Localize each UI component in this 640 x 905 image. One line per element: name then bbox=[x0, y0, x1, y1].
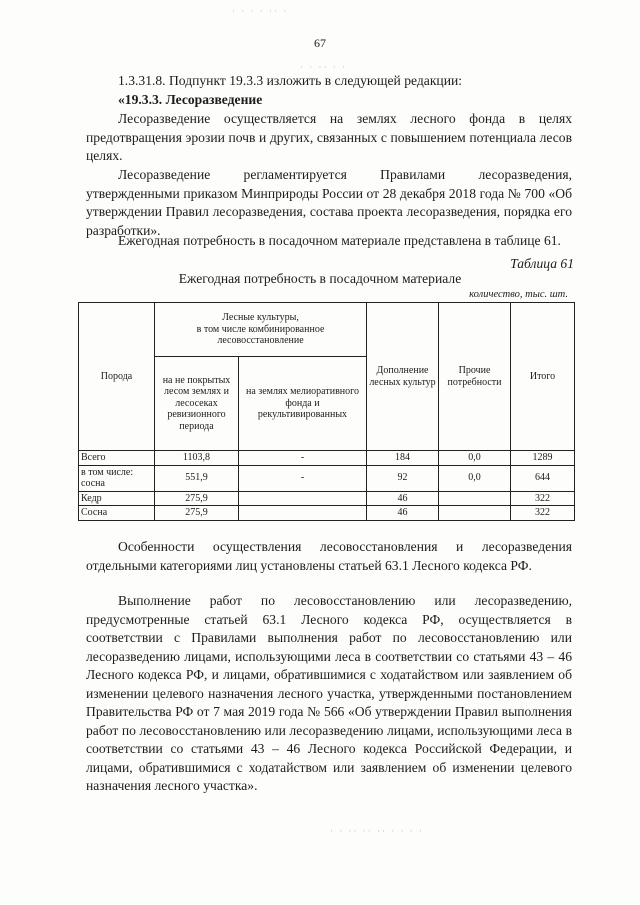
scan-artifact-bottom: · · ·· ·· ·· · · · · bbox=[330, 826, 424, 836]
header-reclaimed: на землях мелиоративного фонда и рекультивированных bbox=[239, 357, 367, 451]
row-name: Кедр bbox=[79, 491, 155, 506]
cell-reclaimed: - bbox=[239, 451, 367, 466]
scan-artifact-mid: · · ·· · · bbox=[300, 62, 347, 72]
header-other-needs: Прочие потребности bbox=[439, 303, 511, 451]
cell-not-covered: 1103,8 bbox=[155, 451, 239, 466]
paragraph-regulation: Лесоразведение регламентируется Правилами лесоразведения, утвержденными приказом Минприроды России от 28 декабря 2018 года № 700 «Об утверждении Правил лесоразведения, состава проекта лесоразведения, порядка его разработки». bbox=[86, 167, 572, 238]
table-title: Ежегодная потребность в посадочном материале bbox=[178, 271, 462, 286]
header-total: Итого bbox=[511, 303, 575, 451]
cell-reclaimed bbox=[239, 491, 367, 506]
paragraph-purpose: Лесоразведение осуществляется на землях лесного фонда в целях предотвращения эрозии почв и других, связанных с повышением потенциала лесов целях. bbox=[86, 111, 572, 163]
paragraph-table-ref: Ежегодная потребность в посадочном материале представлена в таблице 61. bbox=[118, 233, 561, 248]
table-row bbox=[79, 451, 575, 466]
cell-other: 0,0 bbox=[439, 451, 511, 466]
header-not-covered: на не покрытых лесом землях и лесосеках ревизионного периода bbox=[155, 357, 239, 451]
cell-supplement: 184 bbox=[367, 451, 439, 466]
paragraph-works: Выполнение работ по лесовосстановлению или лесоразведению, предусмотренные статьей 63.1 Лесного кодекса РФ, осуществляется в соответствии с Правилами выполнения работ по лесовосстановлению или лесоразведению лицами, использующими леса в соответствии со статьями 43 – 46 Лесного кодекса РФ, и лицами, обратившимися с ходатайством или заявлением об изменении целевого назначения лесного участка, утвержденными постановлением Правительства РФ от 7 мая 2019 года № 566 «Об утверждении Правил выполнения работ по лесовосстановлению или лесоразведению лицами, использующими леса в соответствии со статьями 43 – 46 Лесного кодекса Российской Федерации, и лицами, обратившимися с ходатайством или заявлением об изменении целевого назначения лесного участка». bbox=[86, 593, 572, 793]
cell-other bbox=[439, 491, 511, 506]
table-label: Таблица 61 bbox=[510, 256, 574, 271]
section-title: «19.3.3. Лесоразведение bbox=[118, 92, 263, 107]
paragraph-categories: Особенности осуществления лесовосстановления и лесоразведения отдельными категориями лиц установлены статьей 63.1 Лесного кодекса РФ. bbox=[86, 539, 572, 573]
cell-total: 1289 bbox=[511, 451, 575, 466]
cell-total: 644 bbox=[511, 465, 575, 491]
header-forest-cultures: Лесные культуры, в том числе комбинированное лесовосстановление bbox=[155, 303, 367, 357]
cell-other: 0,0 bbox=[439, 465, 511, 491]
amendment-line: 1.3.31.8. Подпункт 19.3.3 изложить в следующей редакции: bbox=[118, 73, 463, 88]
cell-not-covered: 551,9 bbox=[155, 465, 239, 491]
cell-total: 322 bbox=[511, 506, 575, 521]
cell-reclaimed: - bbox=[239, 465, 367, 491]
cell-supplement: 46 bbox=[367, 491, 439, 506]
cell-not-covered: 275,9 bbox=[155, 491, 239, 506]
cell-other bbox=[439, 506, 511, 521]
row-name: в том числе: сосна bbox=[79, 465, 155, 491]
cell-supplement: 92 bbox=[367, 465, 439, 491]
row-name: Всего bbox=[79, 451, 155, 466]
table-row bbox=[79, 491, 575, 506]
cell-reclaimed bbox=[239, 506, 367, 521]
header-supplement: Дополнение лесных культур bbox=[367, 303, 439, 451]
row-name: Сосна bbox=[79, 506, 155, 521]
table-unit-note: количество, тыс. шт. bbox=[469, 289, 568, 300]
cell-not-covered: 275,9 bbox=[155, 506, 239, 521]
planting-material-table bbox=[78, 302, 575, 521]
cell-total: 322 bbox=[511, 491, 575, 506]
header-breed: Порода bbox=[79, 303, 155, 451]
page-number: 67 bbox=[314, 36, 326, 50]
cell-supplement: 46 bbox=[367, 506, 439, 521]
table-row bbox=[79, 465, 575, 491]
scan-artifact-top: · · · · ·· · bbox=[232, 6, 289, 16]
table-row bbox=[79, 506, 575, 521]
